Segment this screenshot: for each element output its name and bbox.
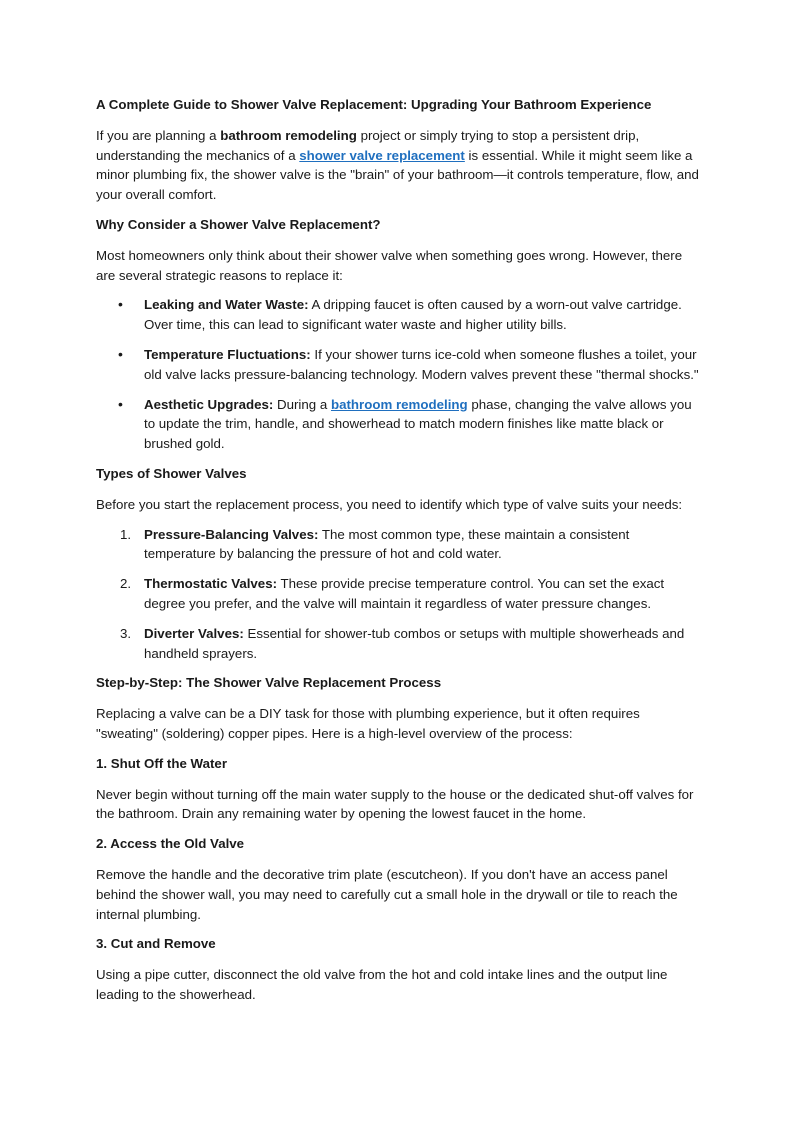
bullet-text-pre: During a	[273, 396, 331, 412]
bullet-label: Aesthetic Upgrades:	[144, 396, 274, 412]
types-intro: Before you start the replacement process, you need to identify which type of valve suits your needs:	[96, 496, 683, 512]
why-intro: Most homeowners only think about their shower valve when something goes wrong. However, there are several strategic reasons to replace it:	[96, 247, 683, 283]
step-3-text: Using a pipe cutter, disconnect the old valve from the hot and cold intake lines and the output line leading to the showerhead.	[96, 967, 668, 1002]
bullet-label: Temperature Fluctuations:	[144, 346, 311, 362]
shower-valve-replacement-link[interactable]: shower valve replacement	[299, 147, 465, 163]
step-2-heading: 2. Access the Old Valve	[96, 836, 245, 852]
bullet-text: phase, changing the valve allows you to update the trim, handle, and showerhead to match modern finishes like matte black or brushed gold.	[144, 396, 692, 452]
intro-text-1: If you are planning a	[96, 127, 221, 143]
type-text: Essential for shower-tub combos or setups with multiple showerheads and handheld sprayers.	[144, 625, 685, 661]
list-number: 2.	[120, 576, 132, 592]
intro-text-2: project or simply trying to stop a persistent drip, understanding the mechanics of a	[96, 127, 640, 163]
bathroom-remodeling-link[interactable]: bathroom remodeling	[330, 396, 468, 412]
list-item	[96, 525, 699, 565]
bullet-text: A dripping faucet is often caused by a worn-out valve cartridge. Over time, this can lead to significant water waste and higher utility bills.	[144, 297, 682, 333]
step-1-text: Never begin without turning off the main water supply to the house or the dedicated shut-off valves for the bathroom. Drain any remaining water by opening the lowest faucet in the home.	[96, 786, 694, 822]
type-text: The most common type, these maintain a consistent temperature by balancing the pressure of hot and cold water.	[144, 526, 630, 562]
bullet-label: Leaking and Water Waste:	[144, 297, 309, 313]
list-item	[96, 574, 699, 614]
steps-intro: Replacing a valve can be a DIY task for those with plumbing experience, but it often requires "sweating" (soldering) copper pipes. Here is a high-level overview of the process:	[96, 706, 640, 741]
document-title: A Complete Guide to Shower Valve Replacement: Upgrading Your Bathroom Experience	[96, 97, 652, 112]
type-label: Pressure-Balancing Valves:	[144, 526, 319, 542]
list-item	[96, 295, 699, 335]
step-1-heading: 1. Shut Off the Water	[96, 755, 228, 771]
bullet-marker: •	[118, 296, 123, 313]
list-number: 1.	[120, 526, 132, 542]
steps-heading: Step-by-Step: The Shower Valve Replacement Process	[96, 675, 442, 691]
step-2-text: Remove the handle and the decorative trim plate (escutcheon). If you don't have an access panel behind the shower wall, you may need to carefully cut a small hole in the drywall or tile to reach the internal plumbing.	[96, 866, 678, 922]
type-label: Thermostatic Valves:	[144, 576, 278, 592]
intro-bold-bathroom-remodeling: bathroom remodeling	[220, 127, 357, 143]
document-page	[96, 95, 699, 1015]
why-heading: Why Consider a Shower Valve Replacement?	[96, 216, 381, 232]
types-heading: Types of Shower Valves	[96, 465, 247, 481]
bullet-marker: •	[118, 345, 123, 362]
type-label: Diverter Valves:	[144, 625, 244, 641]
step-3-heading: 3. Cut and Remove	[96, 936, 216, 952]
list-item	[96, 395, 699, 454]
list-item	[96, 345, 699, 385]
list-number: 3.	[120, 625, 132, 641]
bullet-marker: •	[118, 395, 123, 412]
type-text: These provide precise temperature control. You can set the exact degree you prefer, and the valve will maintain it regardless of water pressure changes.	[144, 576, 665, 611]
types-numbered-list	[96, 525, 699, 664]
list-item	[96, 624, 699, 664]
intro-text-3: is essential. While it might seem like a minor plumbing fix, the shower valve is the "brain" of your bathroom—it controls temperature, flow, and your overall comfort.	[96, 147, 699, 203]
intro-paragraph	[96, 126, 699, 205]
why-bullet-list	[96, 295, 699, 454]
bullet-text: If your shower turns ice-cold when someone flushes a toilet, your old valve lacks pressure-balancing technology. Modern valves prevent these "thermal shocks."	[144, 346, 699, 382]
